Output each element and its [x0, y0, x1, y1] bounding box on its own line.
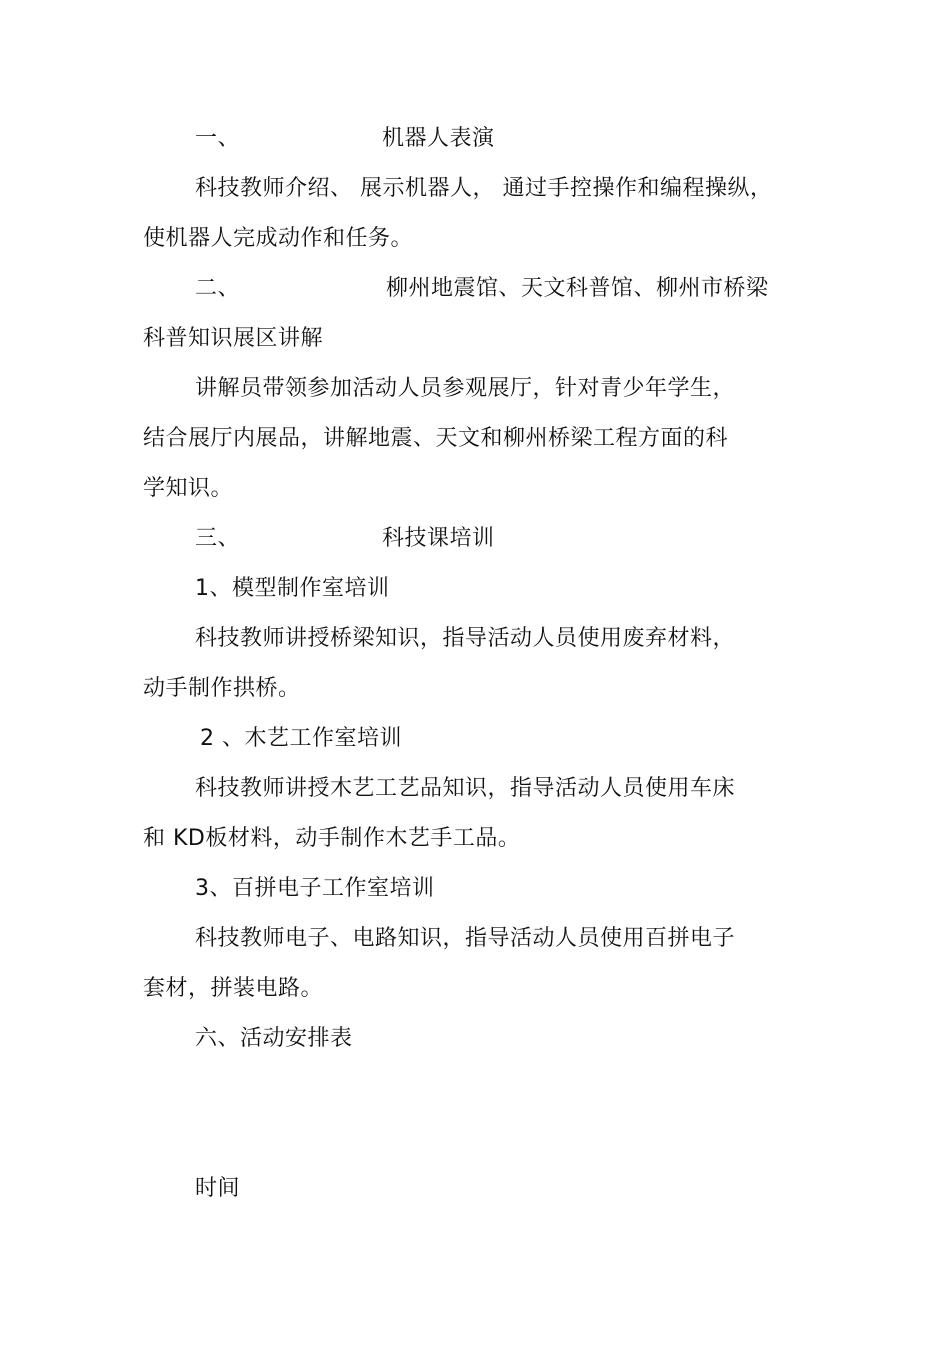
item-2-body-line-1: 科技教师讲授木艺工艺品知识，指导活动人员使用车床 [195, 776, 736, 801]
item-3-heading: 3、百拼电子工作室培训 [195, 876, 435, 901]
schedule-table-time-header: 时间 [195, 1176, 241, 1201]
section-2-number: 二、 [195, 276, 241, 301]
section-1-body-line-2: 使机器人完成动作和任务。 [143, 226, 414, 251]
section-2-body-line-3: 学知识。 [143, 476, 234, 501]
section-1-number: 一、 [195, 126, 241, 151]
section-1-heading [195, 124, 495, 154]
schedule-heading: 六、活动安排表 [195, 1026, 353, 1051]
item-1-body-line-2: 动手制作拱桥。 [143, 676, 301, 701]
section-1-title: 机器人表演 [382, 126, 495, 151]
section-3-number: 三、 [195, 526, 241, 551]
item-1-heading: 1、模型制作室培训 [195, 576, 390, 601]
section-2-body-line-1: 讲解员带领参加活动人员参观展厅，针对青少年学生， [195, 376, 736, 401]
section-2-title-line-1: 柳州地震馆、天文科普馆、柳州市桥梁 [386, 276, 769, 301]
item-2-body-line-2: 和 KD板材料，动手制作木艺手工品。 [143, 826, 521, 851]
item-1-body-line-1: 科技教师讲授桥梁知识，指导活动人员使用废弃材料， [195, 626, 736, 651]
section-2-title-line-2: 科普知识展区讲解 [143, 326, 324, 351]
section-1-body-line-1: 科技教师介绍、 展示机器人， 通过手控操作和编程操纵， [195, 176, 773, 201]
item-3-body-line-2: 套材，拼装电路。 [143, 976, 324, 1001]
section-2-heading [195, 274, 769, 304]
section-3-heading [195, 524, 495, 554]
item-2-heading: 2 、木艺工作室培训 [200, 726, 402, 751]
section-3-title: 科技课培训 [382, 526, 495, 551]
section-2-body-line-2: 结合展厅内展品，讲解地震、天文和柳州桥梁工程方面的科 [143, 426, 729, 451]
item-3-body-line-1: 科技教师电子、电路知识，指导活动人员使用百拼电子 [195, 926, 736, 951]
